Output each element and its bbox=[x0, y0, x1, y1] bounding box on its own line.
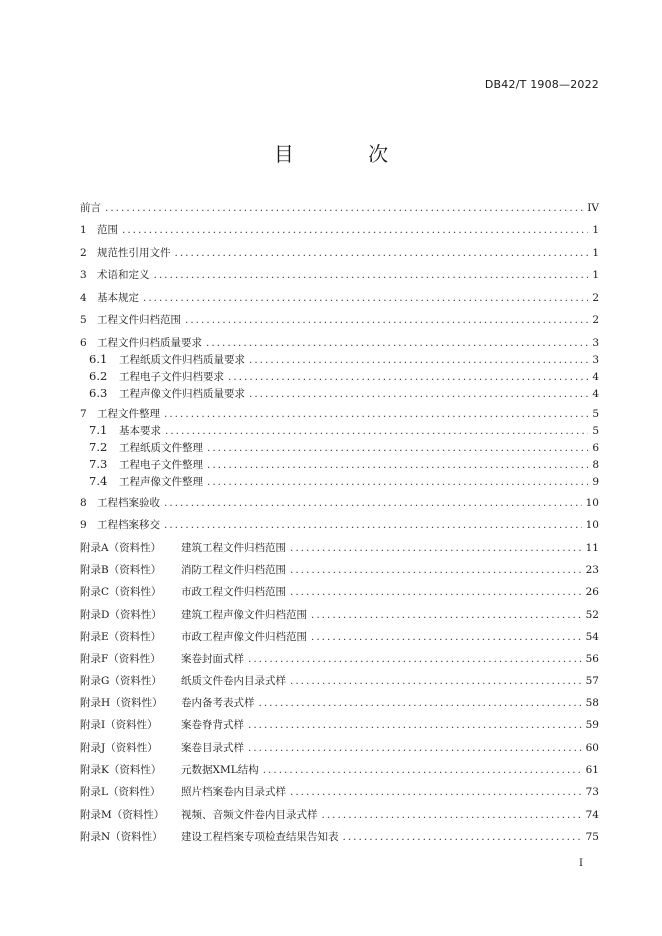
dot-leader bbox=[248, 653, 582, 665]
dot-leader bbox=[206, 337, 588, 349]
toc-entry[interactable] bbox=[80, 562, 599, 577]
toc-entry-page: 23 bbox=[585, 564, 599, 576]
toc-entry[interactable] bbox=[80, 629, 599, 644]
toc-entry-label: 基本要求 bbox=[119, 425, 161, 437]
dot-leader bbox=[290, 564, 582, 576]
toc-entry-label: 前言 bbox=[80, 202, 101, 214]
toc-entry-page: 5 bbox=[592, 425, 599, 437]
toc-entry-page: IV bbox=[587, 202, 599, 214]
toc-entry[interactable] bbox=[80, 762, 599, 777]
toc-entry-number: 附录J（资料性） bbox=[80, 742, 158, 754]
dot-leader bbox=[164, 497, 582, 509]
toc-entry-number: 2 bbox=[80, 247, 87, 259]
dot-leader bbox=[143, 292, 588, 304]
dot-leader bbox=[290, 786, 582, 798]
toc-entry-page: 60 bbox=[585, 742, 599, 754]
toc-entry-label: 工程文件归档范围 bbox=[97, 314, 181, 326]
dot-leader bbox=[290, 586, 582, 598]
toc-entry-number: 附录A（资料性） bbox=[80, 542, 162, 554]
dot-leader bbox=[248, 742, 582, 754]
toc-entry-label: 案卷目录式样 bbox=[181, 742, 244, 754]
toc-entry-label: 案卷封面式样 bbox=[181, 653, 244, 665]
toc-entry[interactable] bbox=[80, 607, 599, 622]
toc-entry[interactable] bbox=[80, 740, 599, 755]
toc-entry[interactable] bbox=[80, 312, 599, 327]
toc-entry-number: 附录N（资料性） bbox=[80, 831, 163, 843]
toc-entry[interactable] bbox=[80, 200, 599, 215]
toc-entry-label: 工程纸质文件整理 bbox=[119, 442, 203, 454]
dot-leader bbox=[249, 354, 588, 366]
dot-leader bbox=[311, 631, 582, 643]
toc-entry-page: 59 bbox=[585, 719, 599, 731]
toc-entry[interactable] bbox=[80, 423, 599, 438]
toc-entry-number: 7 bbox=[80, 408, 87, 420]
toc-entry[interactable] bbox=[80, 540, 599, 555]
toc-entry-page: 74 bbox=[585, 809, 599, 821]
toc-entry-number: 7.4 bbox=[89, 474, 108, 488]
toc-entry-number: 7.1 bbox=[89, 423, 108, 437]
toc-entry-label: 工程声像文件整理 bbox=[119, 476, 203, 488]
toc-entry[interactable] bbox=[80, 517, 599, 532]
dot-leader bbox=[185, 314, 588, 326]
toc-entry-label: 建设工程档案专项检查结果告知表 bbox=[181, 831, 339, 843]
dot-leader bbox=[248, 719, 582, 731]
toc-entry[interactable] bbox=[80, 267, 599, 282]
dot-leader bbox=[263, 764, 582, 776]
toc-entry-number: 6.2 bbox=[89, 369, 108, 383]
toc-entry[interactable] bbox=[80, 406, 599, 421]
dot-leader bbox=[165, 425, 588, 437]
toc-entry-label: 市政工程文件归档范围 bbox=[181, 586, 286, 598]
toc-entry[interactable] bbox=[80, 386, 599, 401]
page-number: I bbox=[579, 858, 583, 869]
toc-entry[interactable] bbox=[80, 440, 599, 455]
dot-leader bbox=[259, 697, 582, 709]
toc-entry[interactable] bbox=[80, 829, 599, 844]
toc-entry-page: 3 bbox=[592, 337, 599, 349]
dot-leader bbox=[154, 269, 589, 281]
toc-entry[interactable] bbox=[80, 335, 599, 350]
toc-entry-label: 元数据XML结构 bbox=[181, 764, 259, 776]
toc-entry-number: 6.3 bbox=[89, 386, 108, 400]
toc-entry-page: 26 bbox=[585, 586, 599, 598]
dot-leader bbox=[207, 476, 588, 488]
dot-leader bbox=[164, 408, 588, 420]
toc-entry-page: 4 bbox=[592, 388, 599, 400]
toc-entry-number: 附录M（资料性） bbox=[80, 809, 165, 821]
dot-leader bbox=[322, 809, 582, 821]
toc-entry-label: 工程声像文件归档质量要求 bbox=[119, 388, 245, 400]
toc-entry-label: 视频、音频文件卷内目录式样 bbox=[181, 809, 318, 821]
toc-entry-page: 1 bbox=[592, 269, 599, 281]
toc-entry-page: 5 bbox=[592, 408, 599, 420]
toc-entry[interactable] bbox=[80, 584, 599, 599]
dot-leader bbox=[228, 371, 588, 383]
toc-entry-page: 6 bbox=[592, 442, 599, 454]
toc-entry-label: 工程纸质文件归档质量要求 bbox=[119, 354, 245, 366]
toc-entry[interactable] bbox=[80, 290, 599, 305]
toc-entry-page: 1 bbox=[592, 224, 599, 236]
dot-leader bbox=[343, 831, 582, 843]
toc-entry-number: 附录C（资料性） bbox=[80, 586, 162, 598]
toc-entry[interactable] bbox=[80, 784, 599, 799]
toc-entry-number: 4 bbox=[80, 292, 87, 304]
toc-entry-number: 附录D（资料性） bbox=[80, 609, 162, 621]
toc-entry-page: 4 bbox=[592, 371, 599, 383]
dot-leader bbox=[175, 247, 589, 259]
toc-entry-label: 范围 bbox=[97, 224, 118, 236]
toc-entry-page: 2 bbox=[592, 314, 599, 326]
toc-entry[interactable] bbox=[80, 807, 599, 822]
toc-entry[interactable] bbox=[80, 245, 599, 260]
toc-entry-number: 7.2 bbox=[89, 440, 108, 454]
toc-entry-page: 10 bbox=[585, 519, 599, 531]
toc-entry-number: 附录L（资料性） bbox=[80, 786, 161, 798]
toc-entry-page: 56 bbox=[585, 653, 599, 665]
dot-leader bbox=[290, 542, 582, 554]
toc-entry-label: 消防工程文件归档范围 bbox=[181, 564, 286, 576]
dot-leader bbox=[207, 459, 588, 471]
toc-entry-page: 8 bbox=[592, 459, 599, 471]
dot-leader bbox=[311, 609, 582, 621]
toc-entry-number: 6.1 bbox=[89, 352, 108, 366]
document-code: DB42/T 1908—2022 bbox=[484, 78, 599, 91]
toc-entry-number: 附录G（资料性） bbox=[80, 675, 162, 687]
toc-entry-number: 1 bbox=[80, 224, 87, 236]
toc-entry[interactable] bbox=[80, 457, 599, 472]
toc-entry-page: 52 bbox=[585, 609, 599, 621]
toc-entry-number: 附录E（资料性） bbox=[80, 631, 162, 643]
toc-entry[interactable] bbox=[80, 474, 599, 489]
toc-entry-page: 3 bbox=[592, 354, 599, 366]
toc-entry-label: 工程档案验收 bbox=[97, 497, 160, 509]
dot-leader bbox=[290, 675, 582, 687]
toc-entry-page: 9 bbox=[592, 476, 599, 488]
toc-entry[interactable] bbox=[80, 352, 599, 367]
toc-entry-page: 57 bbox=[585, 675, 599, 687]
toc-entry-number: 附录K（资料性） bbox=[80, 764, 162, 776]
page-title: 目 次 bbox=[273, 142, 423, 166]
toc-entry-label: 纸质文件卷内目录式样 bbox=[181, 675, 286, 687]
toc-entry-label: 工程档案移交 bbox=[97, 519, 160, 531]
toc-entry-label: 市政工程声像文件归档范围 bbox=[181, 631, 307, 643]
toc-entry-number: 附录H（资料性） bbox=[80, 697, 163, 709]
toc-entry[interactable] bbox=[80, 369, 599, 384]
toc-entry-page: 54 bbox=[585, 631, 599, 643]
toc-entry-page: 11 bbox=[585, 542, 599, 554]
toc-entry-label: 工程文件整理 bbox=[97, 408, 160, 420]
toc-entry-number: 7.3 bbox=[89, 457, 108, 471]
toc-entry[interactable] bbox=[80, 695, 599, 710]
dot-leader bbox=[105, 202, 583, 214]
toc-entry-page: 73 bbox=[585, 786, 599, 798]
toc-entry-number: 附录F（资料性） bbox=[80, 653, 161, 665]
toc-entry-label: 工程电子文件整理 bbox=[119, 459, 203, 471]
toc-entry-label: 建筑工程声像文件归档范围 bbox=[181, 609, 307, 621]
toc-entry-page: 1 bbox=[592, 247, 599, 259]
toc-entry-label: 工程文件归档质量要求 bbox=[97, 337, 202, 349]
toc-entry-number: 8 bbox=[80, 497, 87, 509]
toc-entry[interactable] bbox=[80, 651, 599, 666]
dot-leader bbox=[249, 388, 588, 400]
dot-leader bbox=[207, 442, 588, 454]
toc-entry-label: 卷内备考表式样 bbox=[181, 697, 255, 709]
toc-entry-number: 附录B（资料性） bbox=[80, 564, 162, 576]
toc-entry-page: 10 bbox=[585, 497, 599, 509]
toc-entry-label: 规范性引用文件 bbox=[97, 247, 171, 259]
toc-entry-page: 58 bbox=[585, 697, 599, 709]
toc-entry[interactable] bbox=[80, 222, 599, 237]
toc-entry-label: 案卷脊背式样 bbox=[181, 719, 244, 731]
toc-entry-number: 附录I（资料性） bbox=[80, 719, 158, 731]
toc-entry-number: 6 bbox=[80, 337, 87, 349]
toc-entry[interactable] bbox=[80, 495, 599, 510]
toc-entry-label: 工程电子文件归档要求 bbox=[119, 371, 224, 383]
toc-entry-page: 75 bbox=[585, 831, 599, 843]
toc-entry-label: 照片档案卷内目录式样 bbox=[181, 786, 286, 798]
toc-entry-label: 基本规定 bbox=[97, 292, 139, 304]
toc-entry-number: 3 bbox=[80, 269, 87, 281]
toc-entry-number: 5 bbox=[80, 314, 87, 326]
toc-entry-label: 建筑工程文件归档范围 bbox=[181, 542, 286, 554]
dot-leader bbox=[164, 519, 582, 531]
toc-entry-page: 61 bbox=[585, 764, 599, 776]
dot-leader bbox=[122, 224, 588, 236]
toc-entry-label: 术语和定义 bbox=[97, 269, 150, 281]
toc-entry[interactable] bbox=[80, 717, 599, 732]
toc-entry-page: 2 bbox=[592, 292, 599, 304]
toc-entry[interactable] bbox=[80, 673, 599, 688]
toc-entry-number: 9 bbox=[80, 519, 87, 531]
